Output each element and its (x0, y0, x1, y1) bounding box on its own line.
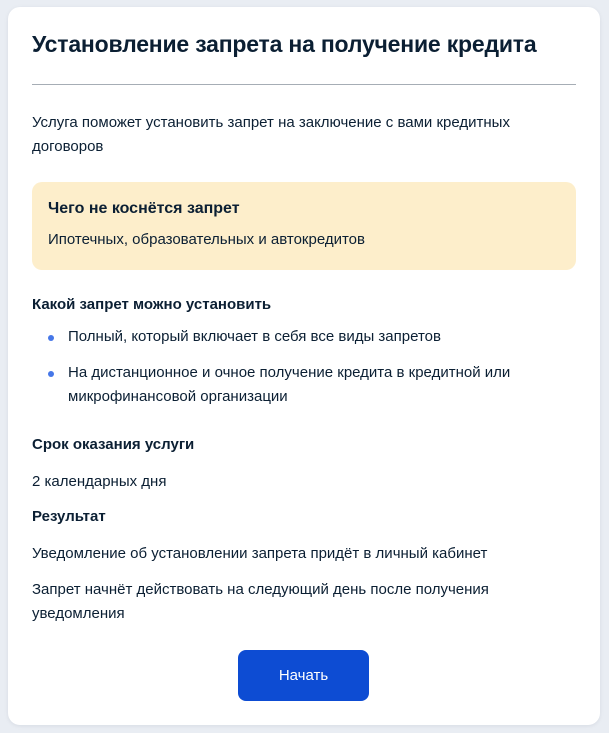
list-item-text: Полный, который включает в себя все виды запретов (68, 328, 441, 345)
notice-text: Ипотечных, образовательных и автокредитов (48, 231, 365, 248)
list-item (32, 361, 552, 409)
list-item-text: На дистанционное и очное получение кредита в кредитной или микрофинансовой организации (68, 364, 511, 405)
title-divider (32, 84, 576, 85)
term-value: 2 календарных дня (32, 473, 167, 490)
list-item (32, 325, 552, 349)
page-title: Установление запрета на получение кредита (32, 31, 537, 57)
result-line-start-date: Запрет начнёт действовать на следующий день после получения уведомления (32, 581, 489, 622)
ban-types-heading: Какой запрет можно установить (32, 296, 272, 313)
service-intro: Услуга поможет установить запрет на заключение с вами кредитных договоров (32, 114, 510, 155)
ban-types-list (32, 325, 552, 421)
bullet-dot-icon (48, 335, 54, 341)
term-heading: Срок оказания услуги (32, 436, 195, 453)
bullet-dot-icon (48, 371, 54, 377)
result-line-notification: Уведомление об установлении запрета придёт в личный кабинет (32, 545, 488, 562)
notice-box (32, 182, 576, 270)
service-card (8, 7, 600, 725)
notice-title: Чего не коснётся запрет (48, 200, 240, 217)
start-button[interactable]: Начать (238, 650, 369, 701)
result-heading: Результат (32, 508, 106, 525)
